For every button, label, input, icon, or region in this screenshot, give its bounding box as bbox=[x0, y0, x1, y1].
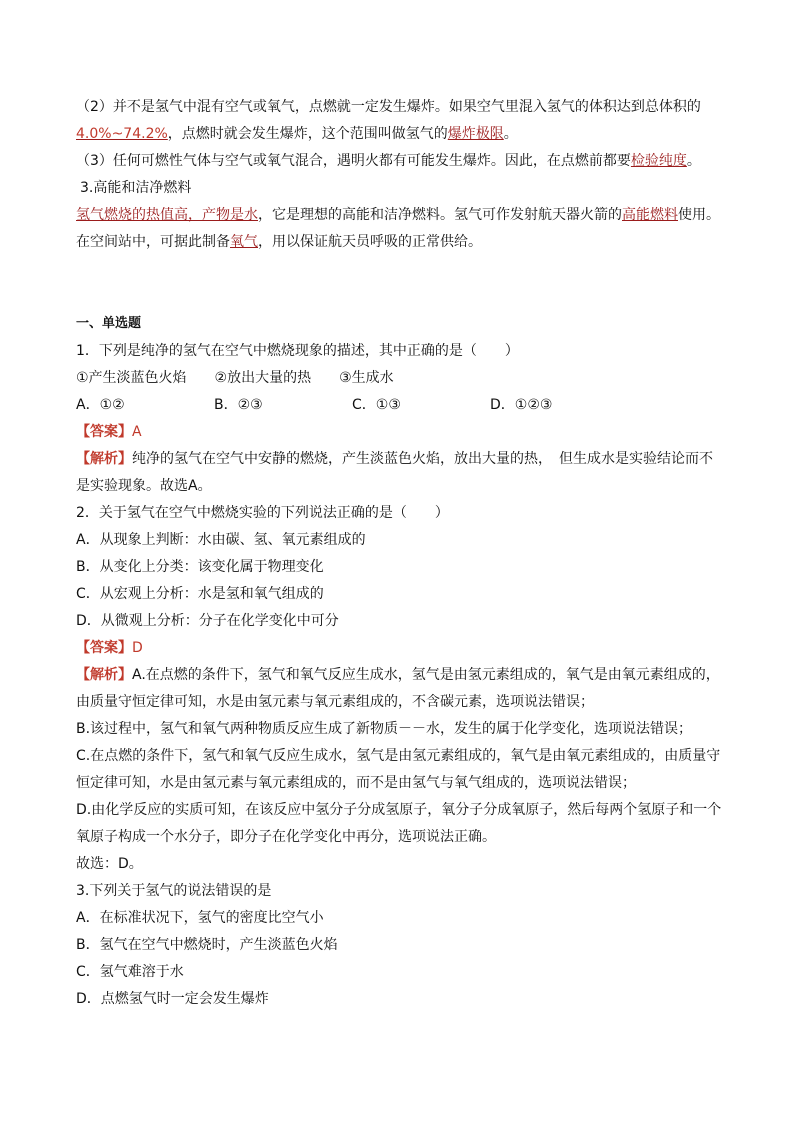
analysis-text: 纯净的氢气在空气中安静的燃烧，产生淡蓝色火焰，放出大量的热， 但生成水是实验结论而不 bbox=[132, 451, 713, 467]
answer-value: D bbox=[132, 640, 143, 656]
q3-option-d[interactable]: D．点燃氢气时一定会发生爆炸 bbox=[76, 991, 269, 1007]
intro-text: 使用。 bbox=[678, 207, 720, 223]
q3-option-b[interactable]: B．氢气在空气中燃烧时，产生淡蓝色火焰 bbox=[76, 937, 338, 953]
intro-text: （2）并不是氢气中混有空气或氧气，点燃就一定发生爆炸。如果空气里混入氢气的体积达到总体积的 bbox=[76, 99, 701, 115]
section-title: 一、单选题 bbox=[76, 316, 142, 331]
intro-paragraph-5 bbox=[76, 232, 482, 252]
subheading-text: 3.高能和洁净燃料 bbox=[80, 180, 192, 196]
q2-analysis-a bbox=[76, 665, 720, 685]
q2-option-a[interactable]: A．从现象上判断：水由碳、氢、氧元素组成的 bbox=[76, 532, 366, 548]
q2-stem: 2．关于氢气在空气中燃烧实验的下列说法正确的是（ ） bbox=[76, 505, 449, 521]
analysis-tag: 【解析】 bbox=[76, 667, 132, 683]
q3-stem: 3.下列关于氢气的说法错误的是 bbox=[76, 883, 272, 899]
q1-analysis-cont: 是实验现象。故选A。 bbox=[76, 478, 212, 494]
intro-text: ，点燃时就会发生爆炸，这个范围叫做氢气的 bbox=[167, 126, 448, 142]
q2-conclusion: 故选：D。 bbox=[76, 856, 143, 872]
intro-paragraph-2-cont bbox=[76, 124, 518, 144]
punctuation: 。 bbox=[686, 153, 701, 169]
subheading-clean-fuel bbox=[80, 178, 191, 198]
intro-text: 在空间站中，可据此制备 bbox=[76, 234, 230, 250]
q2-analysis-b: B.该过程中，氢气和氧气两种物质反应生成了新物质－－水，发生的属于化学变化，选项说法错误； bbox=[76, 721, 693, 737]
answer-value: A bbox=[132, 424, 142, 440]
analysis-tag: 【解析】 bbox=[76, 451, 132, 467]
q1-analysis bbox=[76, 449, 713, 469]
answer-tag: 【答案】 bbox=[76, 640, 132, 656]
q2-analysis-d-cont: 氧原子构成一个水分子，即分子在化学变化中再分，选项说法正确。 bbox=[76, 829, 496, 845]
intro-paragraph-2 bbox=[76, 97, 701, 117]
q3-option-a[interactable]: A．在标准状况下，氢气的密度比空气小 bbox=[76, 910, 324, 926]
explosion-range: 4.0%~74.2% bbox=[76, 126, 168, 142]
q1-items: ①产生淡蓝色火焰 ②放出大量的热 ③生成水 bbox=[76, 370, 394, 386]
q2-analysis-d: D.由化学反应的实质可知，在该反应中氢分子分成氢原子，氧分子分成氧原子，然后每两个氢原子和一个 bbox=[76, 802, 722, 818]
q1-option-a[interactable]: A．①② bbox=[76, 397, 125, 413]
q1-stem: 1．下列是纯净的氢气在空气中燃烧现象的描述，其中正确的是（ ） bbox=[76, 343, 519, 359]
q1-options bbox=[76, 395, 552, 415]
q1-answer bbox=[76, 422, 142, 442]
q2-analysis-a-cont: 由质量守恒定律可知，水是由氢元素与氧元素组成的，不含碳元素，选项说法错误； bbox=[76, 694, 594, 710]
intro-text: ，它是理想的高能和洁净燃料。氢气可作发射航天器火箭的 bbox=[258, 207, 622, 223]
intro-paragraph-3 bbox=[76, 151, 701, 171]
q2-analysis-c: C.在点燃的条件下，氢气和氧气反应生成水，氢气是由氢元素组成的，氧气是由氧元素组成的，由质量守 bbox=[76, 748, 721, 764]
oxygen-term: 氧气 bbox=[230, 234, 258, 250]
analysis-text: A.在点燃的条件下，氢气和氧气反应生成水，氢气是由氢元素组成的，氧气是由氧元素组成的， bbox=[132, 667, 720, 683]
q2-analysis-c-cont: 恒定律可知，水是由氢元素与氧元素组成的，而不是由氢气与氧气组成的，选项说法错误； bbox=[76, 775, 636, 791]
q2-option-b[interactable]: B．从变化上分类：该变化属于物理变化 bbox=[76, 559, 324, 575]
q2-option-c[interactable]: C．从宏观上分析：水是氢和氧气组成的 bbox=[76, 586, 324, 602]
heat-value-term: 氢气燃烧的热值高，产物是水 bbox=[76, 207, 258, 223]
intro-text: （3）任何可燃性气体与空气或氧气混合，遇明火都有可能发生爆炸。因此，在点燃前都要 bbox=[76, 153, 631, 169]
explosion-limit-term: 爆炸极限 bbox=[447, 126, 504, 142]
q2-answer bbox=[76, 638, 143, 658]
high-energy-fuel-term: 高能燃料 bbox=[622, 207, 678, 223]
intro-paragraph-4 bbox=[76, 205, 720, 225]
punctuation: 。 bbox=[503, 126, 518, 142]
intro-text: ，用以保证航天员呼吸的正常供给。 bbox=[258, 234, 482, 250]
q1-option-c[interactable]: C．①③ bbox=[352, 397, 401, 413]
q2-option-d[interactable]: D．从微观上分析：分子在化学变化中可分 bbox=[76, 613, 339, 629]
q3-option-c[interactable]: C．氢气难溶于水 bbox=[76, 964, 184, 980]
answer-tag: 【答案】 bbox=[76, 424, 132, 440]
q1-option-d[interactable]: D．①②③ bbox=[490, 397, 553, 413]
q1-option-b[interactable]: B．②③ bbox=[214, 397, 263, 413]
purity-check-term: 检验纯度 bbox=[630, 153, 687, 169]
